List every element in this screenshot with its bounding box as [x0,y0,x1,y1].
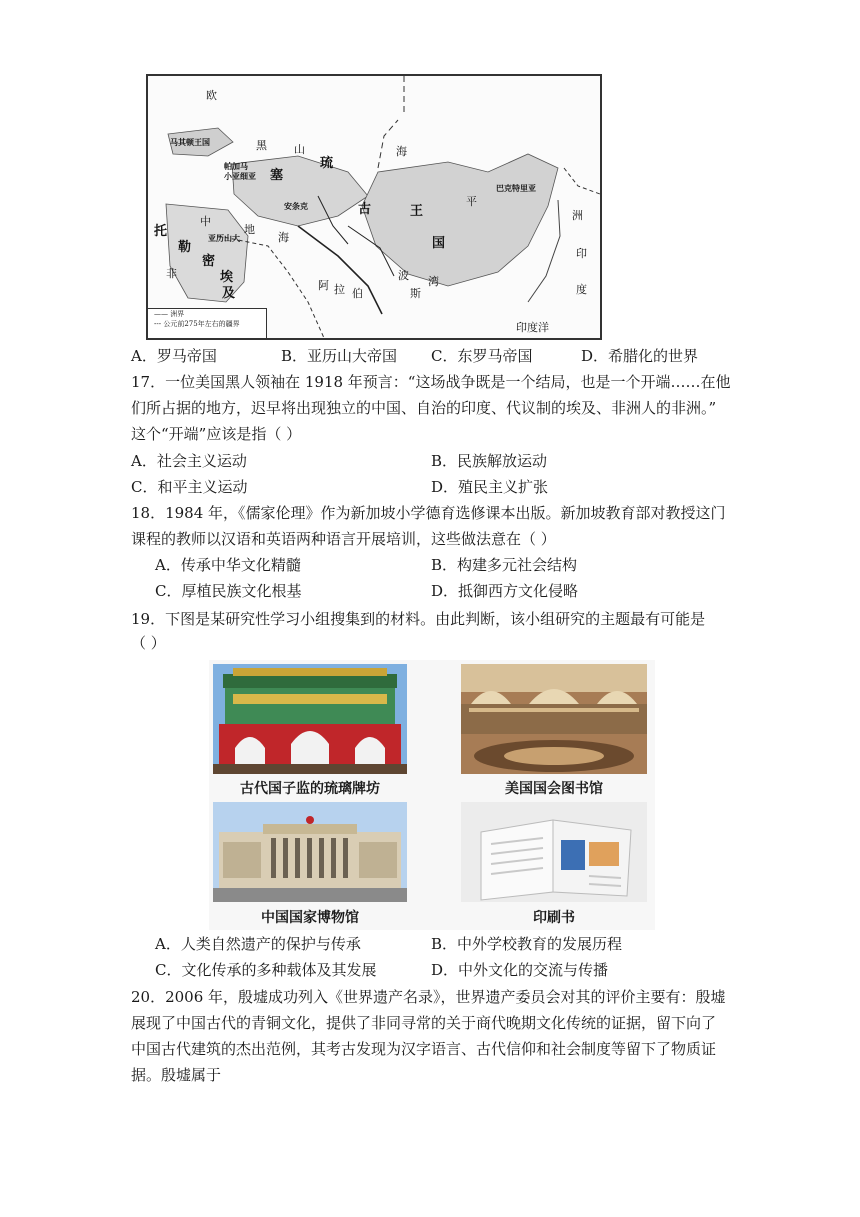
map-label-sai: 塞 [270,168,284,183]
q17-stem-line1: 17．一位美国黑人领袖在 1918 年预言：“这场战争既是一个结局，也是一个开端……在他 [131,373,731,391]
caption-book: 印刷书 [533,910,575,926]
q17-option-d: D．殖民主义扩张 [431,478,549,496]
legend-item-border: —— 洲界 [154,310,185,318]
photo-library [461,664,647,774]
map-label-ji: 及 [222,286,236,301]
map-label-anjie: 安条克 [284,201,308,211]
map-label-hai2: 海 [278,231,289,244]
caption-museum: 中国国家博物馆 [261,910,359,926]
map-label-haihei: 海 [396,145,407,158]
map-label-zhou: 洲 [572,209,583,222]
map-label-li: 琉 [320,156,334,171]
map-label-mi: 密 [202,254,216,269]
map-label-la: 拉 [334,283,345,296]
map-label-si: 斯 [410,287,421,300]
caption-archway: 古代国子监的琉璃牌坊 [240,781,380,797]
map-label-ai: 埃 [220,270,234,285]
q19-image-collage [209,660,655,930]
map-label-di: 地 [244,223,255,236]
map-label-yindu: 印度洋 [516,321,549,334]
map-label-ping: 平 [466,195,477,208]
q17-option-c: C．和平主义运动 [131,478,248,496]
map-label-gu: 古 [358,202,372,217]
map-label-paijia: 帕加马 [224,161,248,171]
photo-book [461,802,647,902]
q20-stem-line4: 据。殷墟属于 [131,1066,222,1084]
q18-option-a: A．传承中华文化精髓 [155,556,301,574]
q20-stem-line2: 展现了中国古代的青铜文化，提供了非同寻常的关于商代晚期文化传统的证据，留下向了 [131,1014,717,1032]
map-label-makedun: 马其顿王国 [170,137,210,147]
q19-stem-line1: 19．下图是某研究性学习小组搜集到的材料。由此判断，该小组研究的主题最有可能是 [131,610,706,628]
map-label-bo: 伯 [352,287,363,300]
map-label-bakete: 巴克特里亚 [496,183,536,193]
q18-option-c: C．厚植民族文化根基 [155,582,302,600]
q20-stem-line3: 中国古代建筑的杰出范例，其考古发现为汉字语言、古代信仰和社会制度等留下了物质证 [131,1040,717,1058]
map-label-shan: 山 [294,143,305,156]
q16-option-c: C．东罗马帝国 [431,347,533,365]
map-label-yalishan: 亚历山大 [208,233,240,243]
map-label-hei: 黑 [256,139,267,152]
q17-stem-line2: 们所占据的地方，迟早将出现独立的中国、自治的印度、代议制的埃及、非洲人的非洲。” [131,399,717,417]
map-drawing [148,76,600,338]
map-label-zhong: 中 [200,215,211,228]
map-label-xiaoya: 小亚细亚 [224,171,256,181]
map-label-fei: 非 [166,267,177,280]
q19-stem-line2: （ ） [131,634,166,652]
map-label-le: 勒 [178,240,192,255]
map-label-wang: 王 [410,204,424,219]
q18-stem-line1: 18．1984 年，《儒家伦理》作为新加坡小学德育选修课本出版。新加坡教育部对教授这门 [131,504,726,522]
map-label-bo2: 波 [398,269,409,282]
q19-option-c: C．文化传承的多种载体及其发展 [155,961,377,979]
map-label-wan: 湾 [428,275,439,288]
q19-option-a: A．人类自然遗产的保护与传承 [155,935,361,953]
q19-option-d: D．中外文化的交流与传播 [431,961,609,979]
q17-option-b: B．民族解放运动 [431,452,548,470]
map-label-ou: 欧 [206,89,217,102]
map-label-du: 度 [576,283,587,296]
map-label-guo: 国 [432,236,446,251]
q18-option-b: B．构建多元社会结构 [431,556,578,574]
map-label-yin: 印 [576,247,587,260]
photo-archway [213,664,407,774]
q18-option-d: D．抵御西方文化侵略 [431,582,579,600]
photo-museum [213,802,407,902]
historical-map [146,74,602,340]
q18-stem-line2: 课程的教师以汉语和英语两种语言开展培训，这些做法意在（ ） [131,530,556,548]
q17-option-a: A．社会主义运动 [131,452,247,470]
q19-option-b: B．中外学校教育的发展历程 [431,935,623,953]
q16-option-b: B．亚历山大帝国 [281,347,398,365]
map-label-tuo: 托 [154,224,168,239]
q20-stem-line1: 20．2006 年，殷墟成功列入《世界遗产名录》，世界遗产委员会对其的评价主要有：殷墟 [131,988,726,1006]
q17-stem-line3: 这个“开端”应该是指（ ） [131,425,302,443]
map-label-a: 阿 [318,279,329,292]
q16-option-a: A．罗马帝国 [131,347,217,365]
legend-item-territory: --- 公元前275年左右的疆界 [154,320,240,328]
map-legend [148,308,267,339]
q16-option-d: D．希腊化的世界 [581,347,699,365]
caption-library: 美国国会图书馆 [505,781,603,797]
